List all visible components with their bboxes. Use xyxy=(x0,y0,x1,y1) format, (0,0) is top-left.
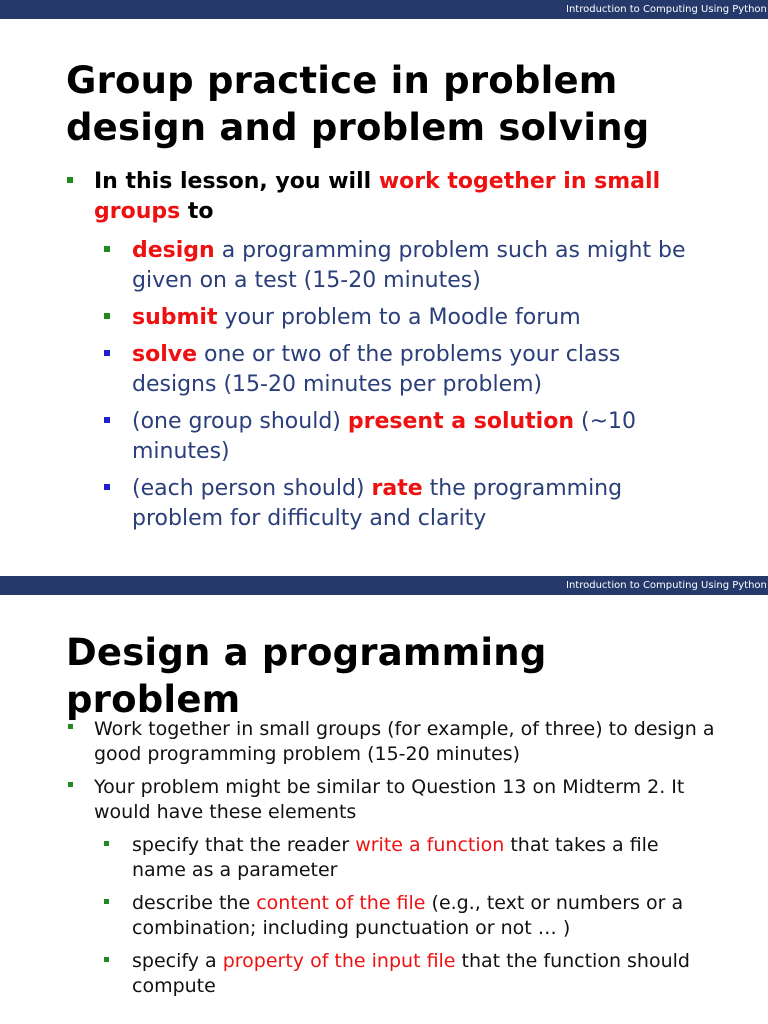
highlight-text: content of the file xyxy=(256,892,426,914)
list-item xyxy=(66,717,716,767)
slide-title: Design a programming problem xyxy=(66,631,547,721)
highlight-text: present a solution xyxy=(347,409,574,434)
header-text: Introduction to Computing Using Python xyxy=(566,4,767,15)
sub-item-text: that the function should compute xyxy=(132,950,690,997)
square-bullet-icon xyxy=(104,957,109,962)
sub-item-text: describe the xyxy=(132,892,257,914)
sub-list xyxy=(94,236,706,534)
highlight-text: submit xyxy=(132,305,218,330)
sub-item-text: a programming problem such as might be given on a test (15-20 minutes) xyxy=(132,238,686,293)
sub-item-design xyxy=(94,236,706,296)
sub-item-text: (e.g., text or numbers or a combination; including punctuation or not … ) xyxy=(132,892,684,939)
bullet-text: In this lesson, you will xyxy=(94,169,379,194)
square-bullet-icon xyxy=(68,782,73,787)
sub-item-text: (~10 minutes) xyxy=(132,409,637,464)
bullet-list xyxy=(66,717,716,1007)
square-bullet-icon xyxy=(68,724,73,729)
sub-item-text: the programming problem for difficulty and clarity xyxy=(132,476,623,531)
sub-item-present xyxy=(94,407,706,467)
header-bar xyxy=(0,576,768,595)
bullet-text: Your problem might be similar to Question 13 on Midterm 2. It would have these elements xyxy=(94,776,685,823)
sub-item-rate xyxy=(94,474,706,534)
highlight-text: rate xyxy=(371,476,423,501)
bullet-text: to xyxy=(180,199,214,224)
sub-item-content xyxy=(94,891,716,941)
square-bullet-icon xyxy=(104,350,110,356)
header-bar xyxy=(0,0,768,19)
square-bullet-icon xyxy=(104,484,110,490)
sub-item-text: (each person should) xyxy=(132,476,372,501)
header-text: Introduction to Computing Using Python xyxy=(566,580,767,591)
square-bullet-icon xyxy=(104,313,110,319)
square-bullet-icon xyxy=(104,417,110,423)
list-item xyxy=(66,775,716,999)
sub-item-function xyxy=(94,833,716,883)
sub-item-text: that takes a file name as a parameter xyxy=(132,834,659,881)
sub-item-solve xyxy=(94,340,706,400)
sub-item-text: specify a xyxy=(132,950,223,972)
sub-item-property xyxy=(94,949,716,999)
sub-item-text: (one group should) xyxy=(132,409,348,434)
square-bullet-icon xyxy=(104,899,109,904)
highlight-text: write a function xyxy=(355,834,505,856)
slide-title: Group practice in problem design and problem solving xyxy=(66,59,650,149)
highlight-text: design xyxy=(132,238,215,263)
square-bullet-icon xyxy=(67,177,73,183)
highlight-text: solve xyxy=(132,342,198,367)
sub-item-text: your problem to a Moodle forum xyxy=(217,305,581,330)
sub-list xyxy=(94,833,716,999)
highlight-text: property of the input file xyxy=(222,950,456,972)
slide-2 xyxy=(0,576,768,1024)
sub-item-submit xyxy=(94,303,706,333)
list-item xyxy=(66,167,706,534)
highlight-text: work together in small groups xyxy=(94,169,661,224)
square-bullet-icon xyxy=(104,841,109,846)
sub-item-text: one or two of the problems your class designs (15-20 minutes per problem) xyxy=(132,342,621,397)
bullet-list xyxy=(66,167,706,541)
square-bullet-icon xyxy=(104,246,110,252)
sub-item-text: specify that the reader xyxy=(132,834,356,856)
bullet-text: Work together in small groups (for example, of three) to design a good programming problem (15-20 minutes) xyxy=(94,718,715,765)
